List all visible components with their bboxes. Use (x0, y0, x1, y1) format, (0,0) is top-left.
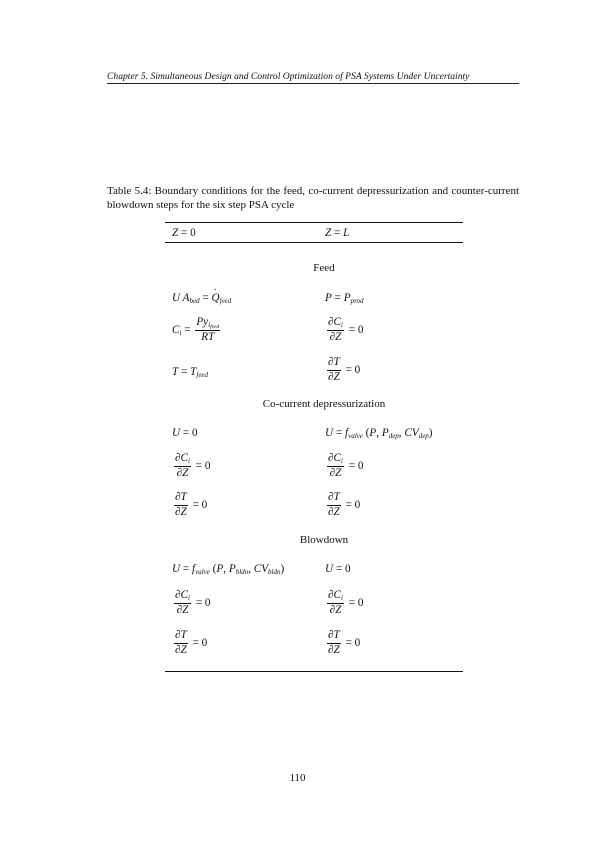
dep-col1-temperature-bc: $\frac{\partial T}{\partial Z}$ = 0 (175, 491, 208, 518)
section-title-blowdown: Blowdown (299, 534, 349, 546)
bldn-col2-temperature-bc: $\frac{\partial T}{\partial Z}$ = 0 (328, 629, 361, 656)
page-number: 110 (289, 772, 306, 784)
dep-col1-concentration-bc: $\frac{\partial C_i}{\partial Z}$ = 0 (175, 452, 211, 479)
feed-col2-pressure-bc: $P = P_{prod}$ (325, 292, 364, 305)
dep-col2-temperature-bc: $\frac{\partial T}{\partial Z}$ = 0 (328, 491, 361, 518)
bldn-col2-concentration-bc: $\frac{\partial C_i}{\partial Z}$ = 0 (328, 589, 364, 616)
section-title-cocurrent-depressurization: Co-current depressurization (262, 398, 386, 410)
bldn-col2-velocity-bc: U = 0 (325, 563, 351, 575)
column-header-zl: Z = L (325, 227, 350, 239)
table-caption: Table 5.4: Boundary conditions for the feed, co-current depressurization and counter-current blowdown steps for the six step PSA cycle (107, 185, 519, 211)
table-header-rule (165, 242, 463, 243)
column-header-z0: Z = 0 (172, 227, 196, 239)
dep-col1-velocity-bc: U = 0 (172, 427, 198, 439)
feed-col1-velocity-bc: U $A_{bed}$ = · $Q_{feed}$ (172, 293, 231, 304)
feed-col1-concentration-bc: $C_i$ = $\frac{Py_{i_{feed}}}{RT}$ (172, 316, 220, 343)
table-bottom-rule (165, 671, 463, 672)
header-rule (107, 83, 519, 84)
running-header: Chapter 5. Simultaneous Design and Control Optimization of PSA Systems Under Uncertainty (107, 71, 470, 82)
section-title-feed: Feed (313, 262, 335, 274)
dep-col2-concentration-bc: $\frac{\partial C_i}{\partial Z}$ = 0 (328, 452, 364, 479)
bldn-col1-temperature-bc: $\frac{\partial T}{\partial Z}$ = 0 (175, 629, 208, 656)
feed-col2-concentration-bc: $\frac{\partial C_i}{\partial Z}$ = 0 (328, 316, 364, 343)
feed-col1-temperature-bc: $T = T_{feed}$ (172, 366, 209, 379)
bldn-col1-concentration-bc: $\frac{\partial C_i}{\partial Z}$ = 0 (175, 589, 211, 616)
feed-col2-temperature-bc: $\frac{\partial T}{\partial Z}$ = 0 (328, 356, 361, 383)
bldn-col1-velocity-bc: $U = f_{valve}$ (P, $P_{bldn}$, $CV_{bldn}$) (172, 563, 285, 576)
table-top-rule (165, 222, 463, 223)
dep-col2-velocity-bc: $U = f_{valve}$ (P, $P_{dep}$, $CV_{dep}$) (325, 427, 433, 440)
